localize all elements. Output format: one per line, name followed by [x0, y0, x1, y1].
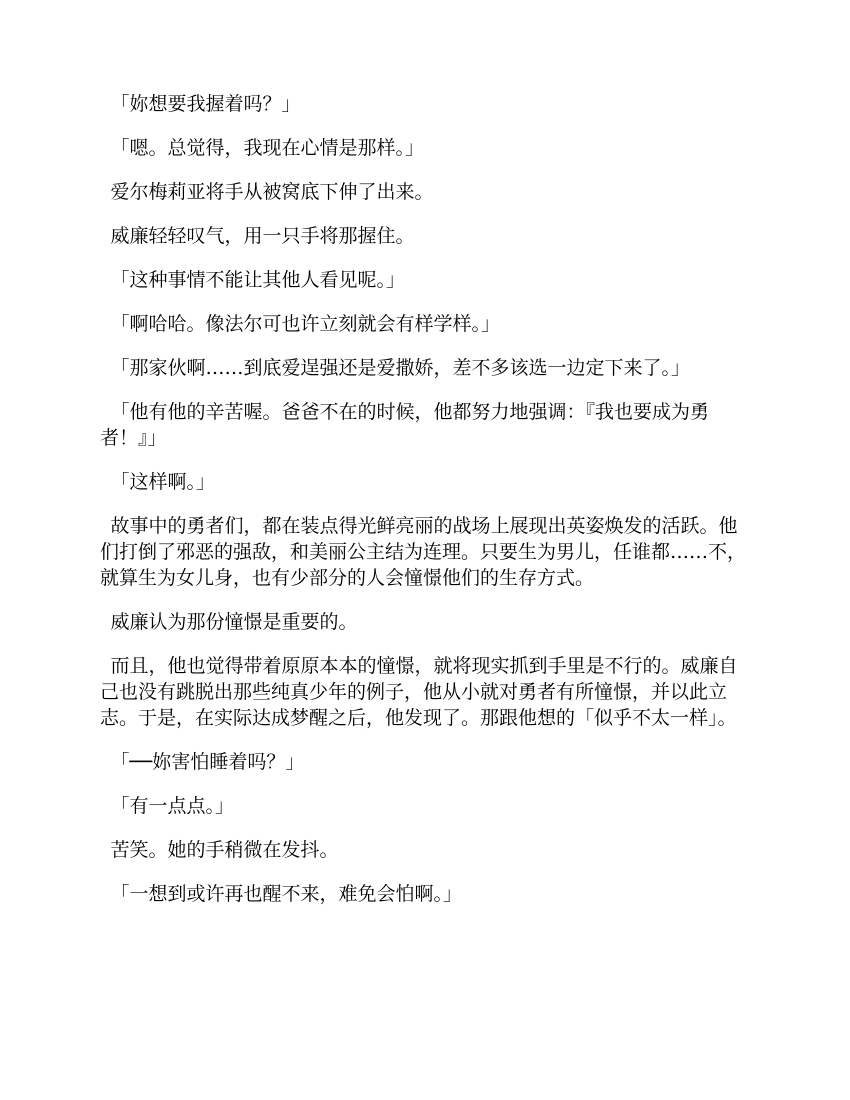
- paragraph: 而且，他也觉得带着原原本本的憧憬，就将现实抓到手里是不行的。威廉自己也没有跳脱出那些纯真少年的例子，他从小就对勇者有所憧憬，并以此立志。于是，在实际达成梦醒之后，他发现了。那跟他想的「似乎不太一样」。: [100, 655, 738, 729]
- paragraph: 「一想到或许再也醒不来，难免会怕啊。」: [110, 883, 462, 905]
- paragraph: 威廉轻轻叹气，用一只手将那握住。: [110, 225, 415, 247]
- paragraph: 苦笑。她的手稍微在发抖。: [110, 839, 339, 861]
- paragraph: 「这种事情不能让其他人看见呢。」: [110, 269, 405, 291]
- body-text: [100, 91, 748, 925]
- paragraph: 「──妳害怕睡着吗？」: [110, 751, 305, 773]
- paragraph: 「嗯。总觉得，我现在心情是那样。」: [110, 137, 424, 159]
- paragraph: 「这样啊。」: [110, 471, 215, 493]
- paragraph: 「有一点点。」: [110, 795, 234, 817]
- paragraph: 「那家伙啊……到底爱逞强还是爱撒娇，差不多该选一边定下来了。」: [110, 357, 690, 379]
- paragraph: 故事中的勇者们，都在装点得光鲜亮丽的战场上展现出英姿焕发的活跃。他们打倒了邪恶的强敌，和美丽公主结为连理。只要生为男儿，任谁都……不，就算生为女儿身，也有少部分的人会憧憬他们的生存方式。: [100, 515, 747, 589]
- paragraph: 威廉认为那份憧憬是重要的。: [110, 611, 358, 633]
- paragraph: 爱尔梅莉亚将手从被窝底下伸了出来。: [110, 181, 434, 203]
- paragraph: 「啊哈哈。像法尔可也许立刻就会有样学样。」: [110, 313, 500, 335]
- paragraph: 「妳想要我握着吗？」: [110, 93, 301, 115]
- paragraph: 「他有他的辛苦喔。爸爸不在的时候，他都努力地强调：『我也要成为勇者！』」: [100, 401, 709, 449]
